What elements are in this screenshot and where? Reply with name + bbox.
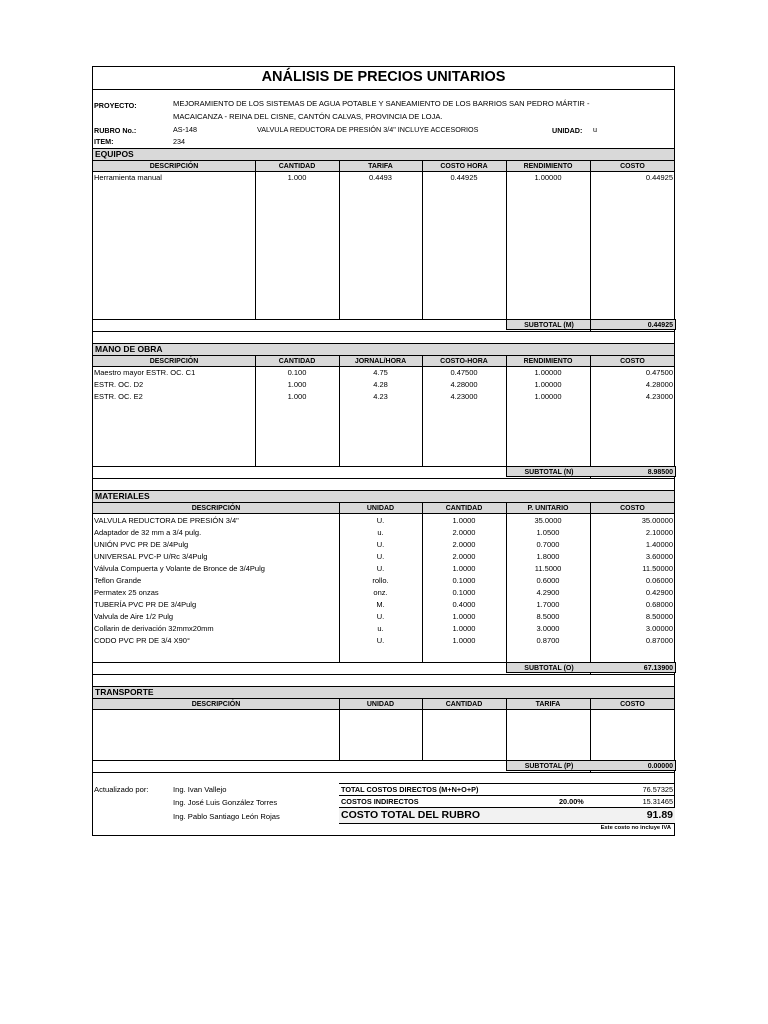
cell-desc: Válvula Compuerta y Volante de Bronce de 3/4Pulg: [94, 564, 265, 573]
cell: 0.68000: [645, 600, 673, 609]
cell-desc: Valvula de Aire 1/2 Pulg: [94, 612, 174, 621]
indirectos-label: COSTOS INDIRECTOS: [341, 797, 419, 806]
cell: 4.28: [373, 380, 388, 389]
cell: 1.000: [287, 380, 307, 389]
subtotal-value: 0.44925: [647, 322, 673, 329]
divider: [93, 772, 674, 773]
subtotal-label: SUBTOTAL (M): [524, 322, 574, 329]
col-header: COSTO: [620, 505, 645, 512]
materiales-header-row: [93, 503, 674, 514]
cell-desc: UNIÓN PVC PR DE 3/4Pulg: [94, 540, 189, 549]
indirectos-value: 15.31465: [642, 797, 673, 806]
equipos-subtotal: [506, 319, 676, 330]
cell: 8.50000: [645, 612, 673, 621]
cell: U.: [376, 516, 385, 525]
cell: 1.0000: [452, 636, 476, 645]
col-header: COSTO: [620, 163, 645, 170]
cell: 0.87000: [645, 636, 673, 645]
col-divider: [422, 699, 423, 760]
transporte-section-header: TRANSPORTE: [93, 686, 674, 699]
cell: 1.7000: [536, 600, 560, 609]
cell: 1.40000: [645, 540, 673, 549]
cell: 0.44925: [450, 173, 478, 182]
cell: 0.4493: [369, 173, 392, 182]
table-row: [93, 391, 674, 403]
page-title: ANÁLISIS DE PRECIOS UNITARIOS: [261, 69, 506, 85]
col-header: COSTO HORA: [440, 163, 488, 170]
cell: 4.28000: [450, 380, 478, 389]
equipos-section-header: EQUIPOS: [93, 148, 674, 161]
cell-desc: TUBERÍA PVC PR DE 3/4Pulg: [94, 600, 197, 609]
cell: 35.0000: [534, 516, 562, 525]
cell-desc: UNIVERSAL PVC-P U/Rc 3/4Pulg: [94, 552, 208, 561]
total-directos-label: TOTAL COSTOS DIRECTOS (M+N+O+P): [341, 785, 479, 794]
cell: 1.000: [287, 392, 307, 401]
table-row: [93, 367, 674, 379]
col-header: RENDIMIENTO: [523, 163, 573, 170]
col-header: UNIDAD: [366, 701, 395, 708]
proyecto-label: PROYECTO:: [94, 101, 137, 110]
subtotal-value: 67.13900: [643, 665, 673, 672]
col-header: RENDIMIENTO: [523, 358, 573, 365]
cell-desc: Adaptador de 32 mm a 3/4 pulg.: [94, 528, 202, 537]
col-header: COSTO-HORA: [440, 358, 488, 365]
table-row: [93, 172, 674, 184]
price-analysis-sheet: [92, 66, 675, 836]
cell: 8.5000: [536, 612, 560, 621]
cell: onz.: [373, 588, 388, 597]
transporte-header-row: [93, 699, 674, 710]
cell: 3.60000: [645, 552, 673, 561]
col-header: DESCRIPCIÓN: [149, 358, 199, 365]
materiales-subtotal: [506, 662, 676, 673]
cell-desc: ESTR. OC. E2: [94, 392, 143, 401]
col-header: COSTO: [620, 358, 645, 365]
cell: 1.00000: [534, 380, 562, 389]
cell: U.: [376, 540, 385, 549]
transporte-subtotal: [506, 760, 676, 771]
col-divider: [255, 161, 256, 319]
table-row: [93, 575, 674, 587]
col-header: UNIDAD: [366, 505, 395, 512]
costo-total-row: [339, 807, 675, 824]
cell: 35.00000: [641, 516, 673, 525]
mano-obra-subtotal: [506, 466, 676, 477]
cell: 0.06000: [645, 576, 673, 585]
divider: [93, 331, 674, 332]
cell: 1.00000: [534, 392, 562, 401]
cell: 1.0000: [452, 516, 476, 525]
cell: 1.000: [287, 173, 307, 182]
col-divider: [506, 699, 507, 760]
cell: 4.23: [373, 392, 388, 401]
cell: 1.0000: [452, 564, 476, 573]
cell: 11.5000: [534, 564, 562, 573]
cell: U.: [376, 636, 385, 645]
cell: 2.0000: [452, 552, 476, 561]
col-divider: [339, 161, 340, 319]
costo-total-value: 91.89: [646, 809, 673, 821]
cell: 4.2900: [536, 588, 560, 597]
table-row: [93, 527, 674, 539]
cell-desc: ESTR. OC. D2: [94, 380, 144, 389]
mano-obra-section-header: MANO DE OBRA: [93, 343, 674, 356]
author: Ing. Pablo Santiago León Rojas: [173, 812, 280, 821]
cell: 2.0000: [452, 540, 476, 549]
divider: [93, 674, 674, 675]
cell: 0.1000: [452, 576, 476, 585]
cell: 1.8000: [536, 552, 560, 561]
table-row: [93, 599, 674, 611]
table-row: [93, 611, 674, 623]
table-row: [93, 539, 674, 551]
table-row: [93, 587, 674, 599]
cell: 1.0500: [536, 528, 560, 537]
cell: 0.4000: [452, 600, 476, 609]
unidad-label: UNIDAD:: [552, 126, 583, 135]
cell: u.: [377, 624, 384, 633]
cell-desc: Teflon Grande: [94, 576, 142, 585]
cell: 4.23000: [450, 392, 478, 401]
col-header: CANTIDAD: [278, 358, 316, 365]
cell: 0.47500: [645, 368, 673, 377]
cell: 1.0000: [452, 624, 476, 633]
cell: 4.23000: [645, 392, 673, 401]
cell: 0.8700: [536, 636, 560, 645]
cell: 4.75: [373, 368, 388, 377]
cell: 0.44925: [645, 173, 673, 182]
cell: 1.00000: [534, 173, 562, 182]
author: Ing. Ivan Vallejo: [173, 785, 227, 794]
table-row: [93, 379, 674, 391]
unidad-value: u: [593, 125, 597, 134]
table-row: [93, 563, 674, 575]
costo-total-label: COSTO TOTAL DEL RUBRO: [341, 809, 481, 821]
cell: M.: [376, 600, 385, 609]
table-row: [93, 515, 674, 527]
cell: 11.50000: [642, 564, 673, 573]
cell-desc: Herramienta manual: [94, 173, 162, 182]
rubro-value: AS-148: [173, 125, 197, 134]
col-header: CANTIDAD: [445, 701, 483, 708]
equipos-header-row: [93, 161, 674, 172]
iva-note: Este costo no incluye IVA: [600, 825, 671, 831]
table-row: [93, 623, 674, 635]
cell: 1.00000: [534, 368, 562, 377]
col-divider: [590, 161, 591, 331]
cell: 3.00000: [645, 624, 673, 633]
cell-desc: VALVULA REDUCTORA DE PRESIÓN 3/4": [94, 516, 239, 525]
cell: 2.0000: [452, 528, 476, 537]
cell: 1.0000: [452, 612, 476, 621]
col-header: DESCRIPCIÓN: [191, 701, 241, 708]
col-header: TARIFA: [368, 163, 393, 170]
cell: 0.6000: [536, 576, 560, 585]
cell: 0.42900: [645, 588, 673, 597]
cell: u.: [377, 528, 384, 537]
proyecto-line2: MACAICANZA - REINA DEL CISNE, CANTÓN CALVAS, PROVINCIA DE LOJA.: [173, 112, 443, 121]
col-header: CANTIDAD: [445, 505, 483, 512]
divider: [93, 478, 674, 479]
mano-obra-header-row: [93, 356, 674, 367]
cell: 0.47500: [450, 368, 478, 377]
item-value: 234: [173, 137, 185, 146]
divider: [93, 89, 674, 90]
cell: 2.10000: [645, 528, 673, 537]
cell: 0.100: [287, 368, 307, 377]
subtotal-value: 0.00000: [647, 763, 673, 770]
col-header: DESCRIPCIÓN: [149, 163, 199, 170]
cell: 3.0000: [536, 624, 560, 633]
table-row: [93, 551, 674, 563]
subtotal-label: SUBTOTAL (N): [524, 469, 574, 476]
indirectos-pct: 20.00%: [559, 797, 584, 806]
col-divider: [506, 161, 507, 319]
author: Ing. José Luis González Torres: [173, 798, 278, 807]
item-label: ITEM:: [94, 137, 114, 146]
cell: 0.1000: [452, 588, 476, 597]
table-row: [93, 635, 674, 647]
cell: U.: [376, 552, 385, 561]
actualizado-label: Actualizado por:: [94, 785, 149, 794]
cell-desc: Permatex 25 onzas: [94, 588, 159, 597]
col-divider: [422, 161, 423, 319]
rubro-label: RUBRO No.:: [94, 126, 137, 135]
cell: 0.7000: [536, 540, 560, 549]
col-header: CANTIDAD: [278, 163, 316, 170]
subtotal-value: 8.98500: [647, 469, 673, 476]
cell: U.: [376, 564, 385, 573]
rubro-desc: VALVULA REDUCTORA DE PRESIÓN 3/4" INCLUYE ACCESORIOS: [257, 125, 479, 134]
col-header: COSTO: [620, 701, 645, 708]
materiales-section-header: MATERIALES: [93, 490, 674, 503]
cell: 4.28000: [645, 380, 673, 389]
cell-desc: CODO PVC PR DE 3/4 X90°: [94, 636, 190, 645]
col-header: DESCRIPCIÓN: [191, 505, 241, 512]
col-header: P. UNITARIO: [527, 505, 569, 512]
col-header: TARIFA: [535, 701, 561, 708]
cell: rollo.: [372, 576, 389, 585]
subtotal-label: SUBTOTAL (P): [524, 763, 574, 770]
cell: U.: [376, 612, 385, 621]
col-divider: [339, 699, 340, 760]
col-divider: [590, 319, 591, 330]
total-directos-value: 76.57325: [642, 785, 673, 794]
col-header: JORNAL/HORA: [354, 358, 407, 365]
cell-desc: Maestro mayor ESTR. OC. C1: [94, 368, 196, 377]
subtotal-label: SUBTOTAL (O): [524, 665, 574, 672]
cell-desc: Collarin de derivación 32mmx20mm: [94, 624, 214, 633]
proyecto-line1: MEJORAMIENTO DE LOS SISTEMAS DE AGUA POTABLE Y SANEAMIENTO DE LOS BARRIOS SAN PEDRO MÁRTIR -: [173, 99, 590, 108]
